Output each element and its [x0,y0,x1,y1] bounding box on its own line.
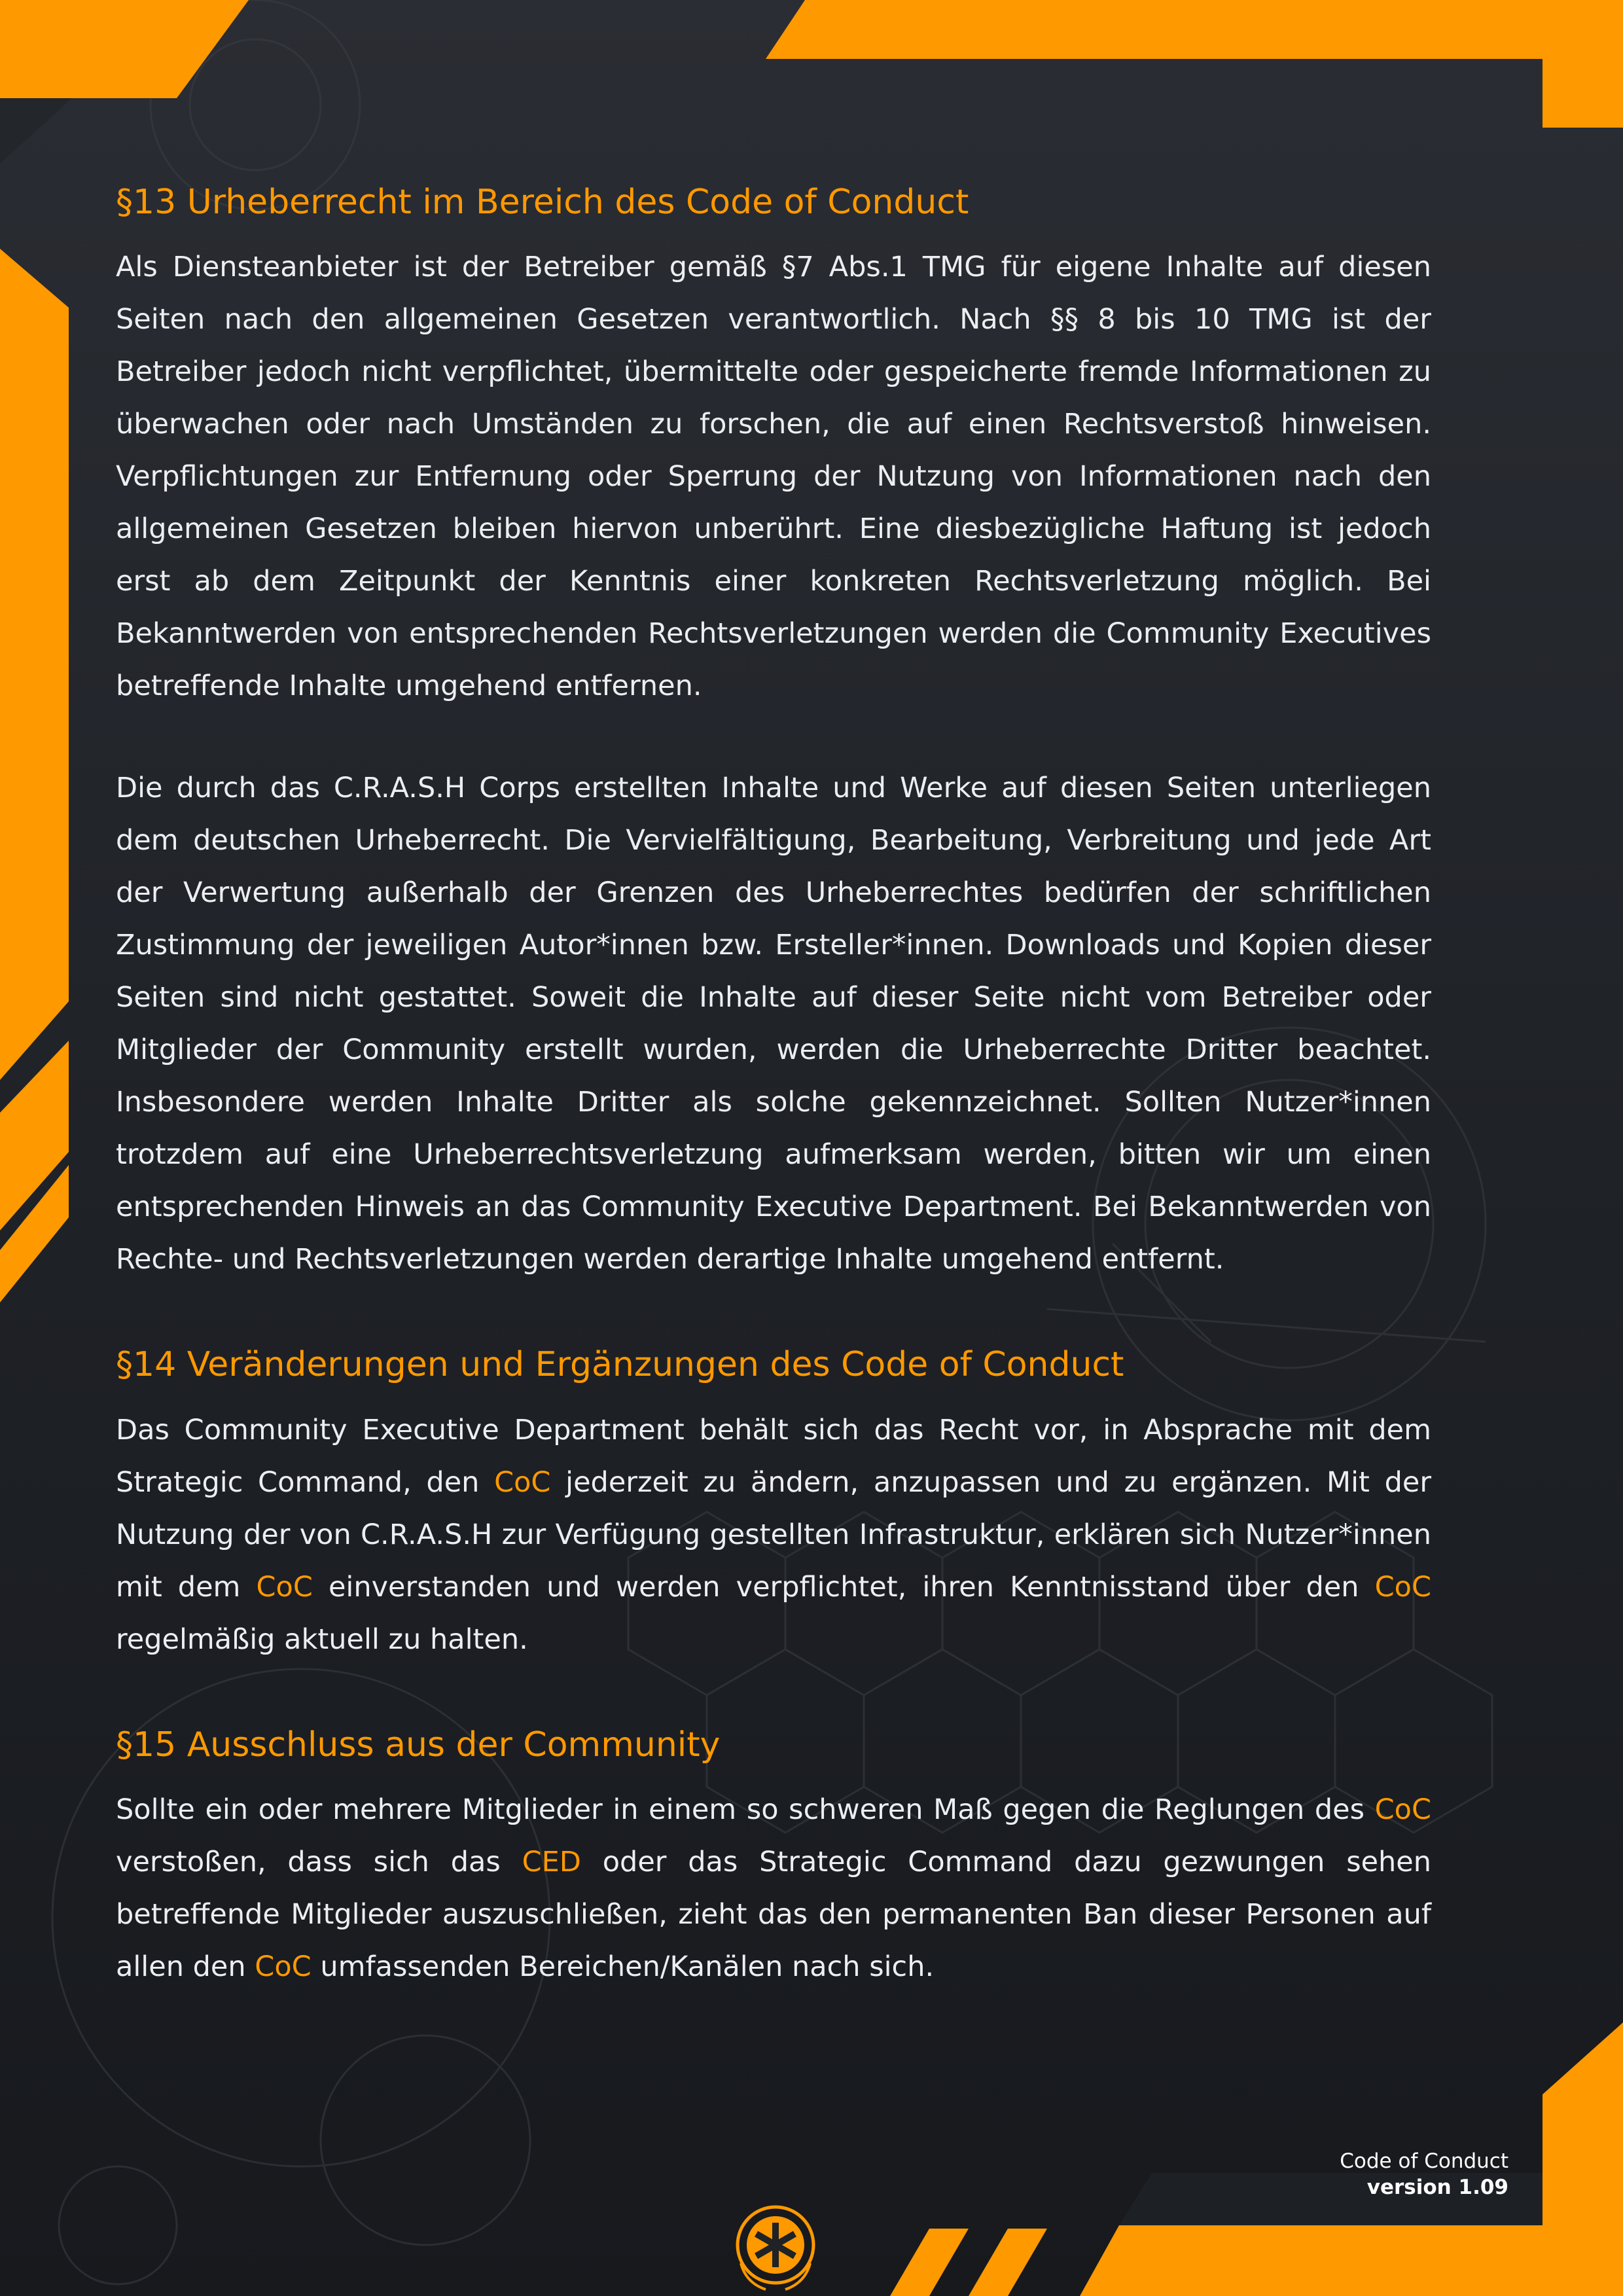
coc-abbreviation: CoC [1374,1793,1431,1827]
text-segment: umfassenden Bereichen/Kanälen nach sich. [311,1950,935,1984]
coc-abbreviation: CoC [255,1950,312,1984]
text-segment: einverstanden und werden verpflichtet, ihren Kenntnisstand über den [312,1570,1375,1604]
footer-version: version 1.09 [1366,2176,1508,2199]
coc-abbreviation: CoC [1374,1570,1431,1604]
text-segment: verstoßen, dass sich das [116,1846,522,1879]
section-13-paragraph-1: Als Diensteanbieter ist der Betreiber gemäß §7 Abs.1 TMG für eigene Inhalte auf diesen Seiten nach den allgemeinen Gesetzen verantwortlich. Nach §§ 8 bis 10 TMG ist der Betreiber jedoch nicht verpflichtet, übermittelte oder gespeicherte fremde Informationen zu überwachen oder nach Umständen zu forschen, die auf einen Rechtsverstoß hinweisen. Verpflichtungen zur Entfernung oder Sperrung der Nutzung von Informationen nach den allgemeinen Gesetzen bleiben hiervon unberührt. Eine diesbezügliche Haftung ist jedoch erst ab dem Zeitpunkt der Kenntnis einer konkreten Rechtsverletzung möglich. Bei Bekanntwerden von entsprechenden Rechtsverletzungen werden die Community Executives betreffende Inhalte umgehend entfernen. [116,251,1431,703]
footer-document-info [1340,2148,1508,2200]
section-14-paragraph [116,1404,1431,1666]
section-heading-14: §14 Veränderungen und Ergänzungen des Code of Conduct [116,1345,1124,1385]
text-segment: oder das Strategic Command dazu gezwungen sehen betreffende Mitglieder auszuschließen, zieht das den permanenten Ban dieser Personen auf allen den [116,1846,1432,1984]
coc-abbreviation: CoC [256,1570,313,1604]
section-heading-13: §13 Urheberrecht im Bereich des Code of Conduct [116,183,969,222]
ced-abbreviation: CED [522,1846,581,1879]
coc-abbreviation: CoC [494,1465,551,1499]
text-segment: regelmäßig aktuell zu halten. [116,1623,528,1656]
text-segment: Sollte ein oder mehrere Mitglieder in einem so schweren Maß gegen die Reglungen des [116,1793,1375,1827]
document-body [116,182,1431,1993]
section-13-paragraph-2: Die durch das C.R.A.S.H Corps erstellten Inhalte und Werke auf diesen Seiten unterliegen dem deutschen Urheberrecht. Die Vervielfältigung, Bearbeitung, Verbreitung und jede Art der Verwertung außerhalb der Grenzen des Urheberrechtes bedürfen der schriftlichen Zustimmung der jeweiligen Autor*innen bzw. Ersteller*innen. Downloads und Kopien dieser Seiten sind nicht gestattet. Soweit die Inhalte auf dieser Seite nicht vom Betreiber oder Mitglieder der Community erstellt wurden, werden die Urheberrechte Dritter beachtet. Insbesondere werden Inhalte Dritter als solche gekennzeichnet. Sollten Nutzer*innen trotzdem auf eine Urheberrechtsverletzung aufmerksam werden, bitten wir um einen entsprechenden Hinweis an das Community Executive Department. Bei Bekanntwerden von Rechte- und Rechtsverletzungen werden derartige Inhalte umgehend entfernt. [116,772,1431,1276]
section-heading-15: §15 Ausschluss aus der Community [116,1725,721,1765]
text-segment: jederzeit zu ändern, anzupassen und zu ergänzen. Mit der Nutzung der von C.R.A.S.H zur Verfügung gestellten Infrastruktur, erklären sich Nutzer*innen mit dem [116,1465,1431,1604]
crash-emblem-logo-icon [726,2198,825,2296]
text-segment: Das Community Executive Department behält sich das Recht vor, in Absprache mit dem Strategic Command, den [116,1413,1431,1499]
section-15-paragraph [116,1784,1431,1993]
footer-title: Code of Conduct [1340,2149,1508,2173]
